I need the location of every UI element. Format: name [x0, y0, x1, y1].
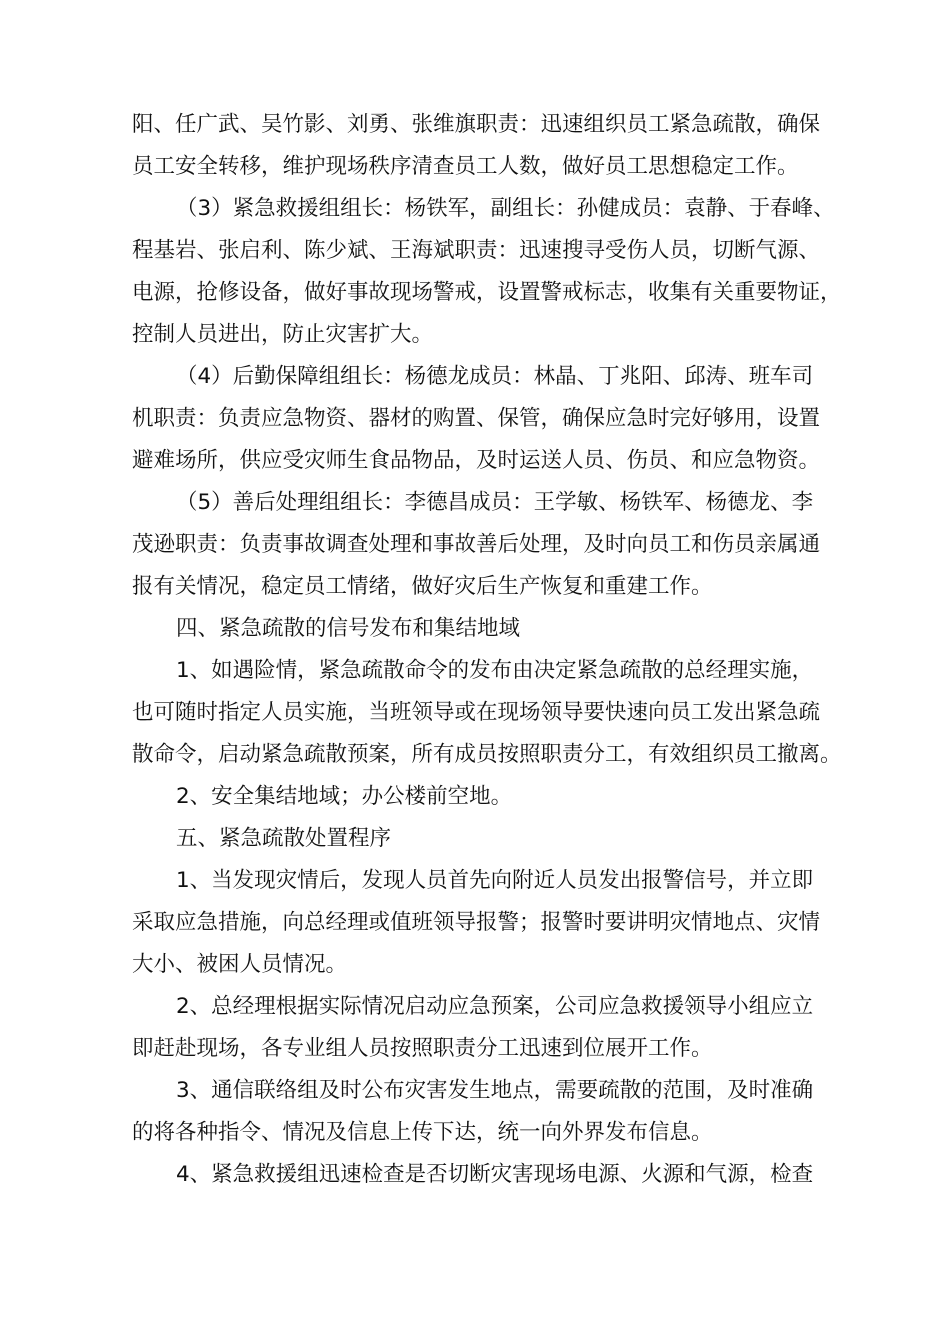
text-line: 员工安全转移，维护现场秩序清查员工人数，做好员工思想稳定工作。	[132, 154, 799, 179]
text-line: 散命令，启动紧急疏散预案，所有成员按照职责分工，有效组织员工撤离。	[132, 742, 842, 767]
text-line: 1、如遇险情，紧急疏散命令的发布由决定紧急疏散的总经理实施，	[176, 658, 814, 683]
text-line: 机职责：负责应急物资、器材的购置、保管，确保应急时完好够用，设置	[132, 406, 821, 431]
text-line: 茂逊职责：负责事故调查处理和事故善后处理，及时向员工和伤员亲属通	[132, 532, 821, 557]
text-line: 的将各种指令、情况及信息上传下达，统一向外界发布信息。	[132, 1120, 713, 1145]
text-line: 阳、任广武、吴竹影、刘勇、张维旗职责：迅速组织员工紧急疏散，确保	[132, 112, 821, 137]
text-line: 3、通信联络组及时公布灾害发生地点，需要疏散的范围，及时准确	[176, 1078, 814, 1103]
text-line: 避难场所，供应受灾师生食品物品，及时运送人员、伤员、和应急物资。	[132, 448, 821, 473]
text-line: 4、紧急救援组迅速检查是否切断灾害现场电源、火源和气源，检查	[176, 1162, 814, 1187]
section-heading: 四、紧急疏散的信号发布和集结地域	[176, 616, 521, 641]
text-line: 2、总经理根据实际情况启动应急预案，公司应急救援领导小组应立	[176, 994, 814, 1019]
text-line: （3）紧急救援组组长：杨铁军，副组长：孙健成员：袁静、于春峰、	[176, 196, 835, 221]
text-line: 电源，抢修设备，做好事故现场警戒，设置警戒标志，收集有关重要物证，	[132, 280, 842, 305]
text-line: 也可随时指定人员实施，当班领导或在现场领导要快速向员工发出紧急疏	[132, 700, 821, 725]
text-line: （4）后勤保障组组长：杨德龙成员：林晶、丁兆阳、邱涛、班车司	[176, 364, 814, 389]
text-line: 报有关情况，稳定员工情绪，做好灾后生产恢复和重建工作。	[132, 574, 713, 599]
text-line: 采取应急措施，向总经理或值班领导报警；报警时要讲明灾情地点、灾情	[132, 910, 821, 935]
text-line: 2、安全集结地域；办公楼前空地。	[176, 784, 513, 809]
section-heading: 五、紧急疏散处置程序	[176, 826, 392, 851]
text-line: 控制人员进出，防止灾害扩大。	[132, 322, 434, 347]
text-line: 即赶赴现场，各专业组人员按照职责分工迅速到位展开工作。	[132, 1036, 713, 1061]
text-line: 大小、被困人员情况。	[132, 952, 348, 977]
text-line: 1、当发现灾情后，发现人员首先向附近人员发出报警信号，并立即	[176, 868, 814, 893]
text-line: 程基岩、张启利、陈少斌、王海斌职责：迅速搜寻受伤人员，切断气源、	[132, 238, 821, 263]
text-line: （5）善后处理组组长：李德昌成员：王学敏、杨铁军、杨德龙、李	[176, 490, 814, 515]
